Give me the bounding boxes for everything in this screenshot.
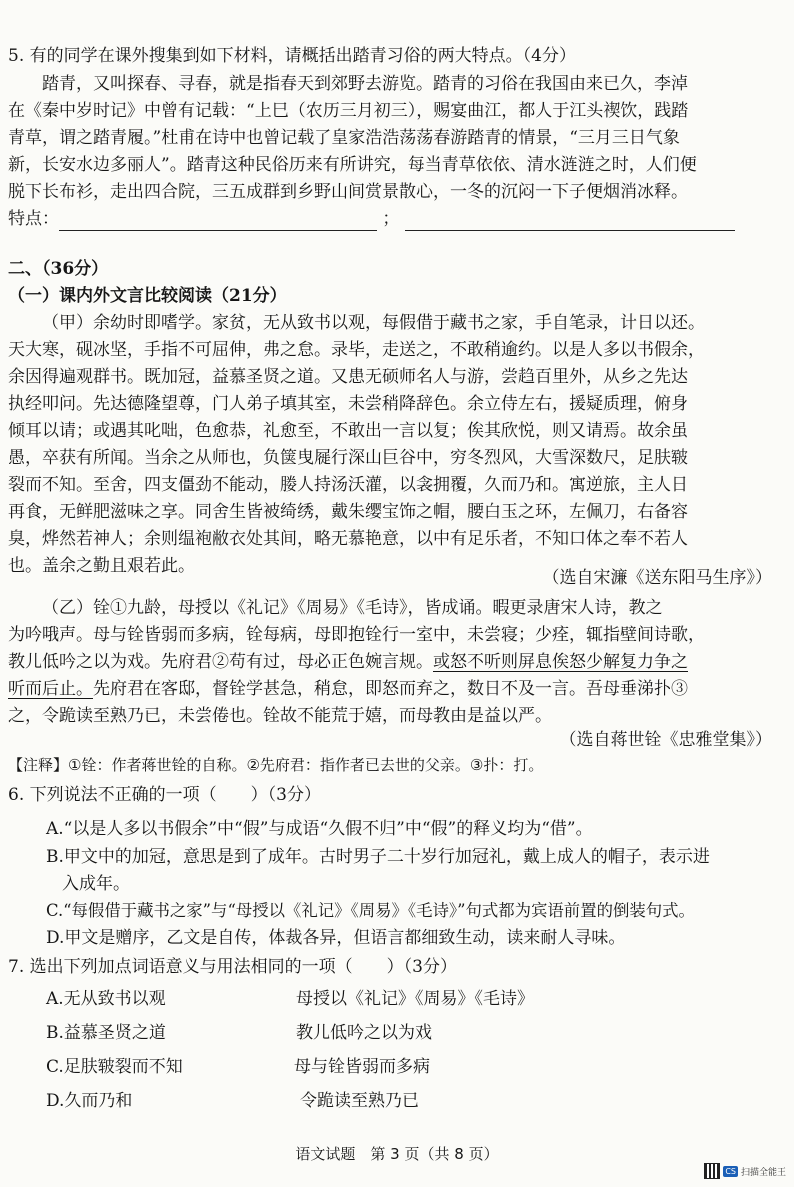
watermark-text: 扫描全能王	[740, 1167, 786, 1178]
passage-b-line: 为吟哦声。母与铨皆弱而多病，铨每病，母即抱铨行一室中，未尝寝；少痊，辄指壁间诗歌，	[8, 625, 705, 645]
passage-b-line: 之，令跪读至熟乃已，未尝倦也。铨故不能荒于嬉，而母教由是益以严。	[8, 706, 552, 726]
cs-logo-icon: CS	[725, 1166, 736, 1176]
q6-option-b-cont: 入成年。	[62, 874, 130, 894]
q6-title: 6. 下列说法不正确的一项（ ）（3分）	[8, 785, 321, 805]
scanner-watermark	[704, 1163, 786, 1179]
passage-a-line: 倾耳以请；或遇其叱咄，色愈恭，礼愈至，不敢出一言以复；俟其欣悦，则又请焉。故余虽	[8, 421, 688, 441]
passage-a-line: 裂而不知。至舍，四支僵劲不能动，媵人持汤沃灌，以衾拥覆，久而乃和。寓逆旅，主人日	[8, 475, 688, 495]
q5-text-line: 踏青，又叫探春、寻春，就是指春天到郊野去游览。踏青的习俗在我国由来已久，李淖	[42, 74, 688, 94]
underlined-sentence: 或怒不听则屏息俟怒少解复力争之	[433, 652, 688, 672]
annotation-notes: 【注释】①铨：作者蒋世铨的自称。②先府君：指作者已去世的父亲。③扑：打。	[8, 756, 544, 774]
q7-option-a-left: A.无从致书以观	[46, 989, 166, 1009]
passage-a-source: （选自宋濂《送东阳马生序》）	[542, 568, 772, 588]
q7-option-d-right: 令跪读至熟乃已	[300, 1091, 419, 1111]
section-title: 二、（36分）	[8, 259, 109, 279]
q7-option-d-left: D.久而乃和	[46, 1091, 133, 1111]
passage-a-line: 臭，烨然若神人；余则缊袍敝衣处其间，略无慕艳意，以中有足乐者，不知口体之奉不若人	[8, 529, 688, 549]
underlined-sentence: 听而后止。	[8, 679, 93, 699]
subsection-title: （一）课内外文言比较阅读（21分）	[8, 286, 287, 306]
answer-label: 特点：	[8, 209, 59, 229]
passage-a-line: 愚，卒获有所闻。当余之从师也，负箧曳屣行深山巨谷中，穷冬烈风，大雪深数尺，足肤皲	[8, 448, 688, 468]
passage-b-text: 先府君在客邸，督铨学甚急，稍怠，即怒而弃之，数日不及一言。吾母垂涕扑③	[93, 679, 688, 699]
q6-option-a: A.“以是人多以书假余”中“假”与成语“久假不归”中“假”的释义均为“借”。	[46, 819, 593, 839]
passage-b-line: （乙）铨①九龄，母授以《礼记》《周易》《毛诗》，皆成诵。暇更录唐宋人诗，教之	[42, 598, 663, 618]
passage-b-line	[8, 650, 774, 674]
passage-a-line: 执经叩问。先达德隆望尊，门人弟子填其室，未尝稍降辞色。余立侍左右，援疑质理，俯身	[8, 394, 688, 414]
q5-answer-row	[8, 207, 774, 231]
passage-a-line: （甲）余幼时即嗜学。家贫，无从致书以观，每假借于藏书之家，手自笔录，计日以还。	[42, 313, 705, 333]
answer-separator: ；	[382, 209, 400, 229]
q5-text-line: 新，长安水边多丽人”。踏青这种民俗历来有所讲究，每当青草依依、清水涟涟之时，人们便	[8, 155, 697, 175]
q7-option-c-right: 母与铨皆弱而多病	[294, 1057, 430, 1077]
answer-blank-1[interactable]	[59, 212, 377, 231]
passage-a-line: 天大寒，砚冰坚，手指不可屈伸，弗之怠。录毕，走送之，不敢稍逾约。以是人多以书假余，	[8, 340, 705, 360]
passage-b-line	[8, 677, 774, 701]
passage-a-line: 也。盖余之勤且艰若此。	[8, 556, 195, 576]
page-footer: 语文试题 第 3 页（共 8 页）	[295, 1145, 499, 1163]
q5-title: 5. 有的同学在课外搜集到如下材料，请概括出踏青习俗的两大特点。（4分）	[8, 46, 576, 66]
q6-option-c: C.“每假借于藏书之家”与“母授以《礼记》《周易》《毛诗》”句式都为宾语前置的倒装句式。	[46, 901, 695, 920]
passage-b-text: 教儿低吟之以为戏。先府君②苟有过，母必正色婉言规。	[8, 652, 433, 672]
q7-option-a-right: 母授以《礼记》《周易》《毛诗》	[296, 989, 534, 1009]
qr-code-icon	[704, 1163, 720, 1179]
passage-a-line: 余因得遍观群书。既加冠，益慕圣贤之道。又患无硕师名人与游，尝趋百里外，从乡之先达	[8, 367, 688, 387]
answer-blank-2[interactable]	[405, 212, 735, 231]
q6-option-d: D.甲文是赠序，乙文是自传，体裁各异，但语言都细致生动，读来耐人寻味。	[46, 928, 626, 948]
q7-option-b-right: 教儿低吟之以为戏	[296, 1023, 432, 1043]
passage-b-source: （选自蒋世铨《忠雅堂集》）	[559, 730, 772, 750]
q7-option-b-left: B.益慕圣贤之道	[46, 1023, 166, 1043]
q7-title: 7. 选出下列加点词语意义与用法相同的一项（ ）（3分）	[8, 957, 457, 977]
passage-a-line: 再食，无鲜肥滋味之享。同舍生皆被绮绣，戴朱缨宝饰之帽，腰白玉之环，左佩刀，右备容	[8, 502, 688, 522]
q5-text-line: 青草，谓之踏青履。”杜甫在诗中也曾记载了皇家浩浩荡荡春游踏青的情景，“三月三日气象	[8, 128, 680, 148]
q5-text-line: 脱下长布衫，走出四合院，三五成群到乡野山间赏景散心，一冬的沉闷一下子便烟消冰释。	[8, 182, 688, 202]
q6-option-b: B.甲文中的加冠，意思是到了成年。古时男子二十岁行加冠礼，戴上成人的帽子，表示进	[46, 847, 710, 867]
q5-text-line: 在《秦中岁时记》中曾有记载：“上巳（农历三月初三），赐宴曲江，都人于江头禊饮，践踏	[8, 101, 689, 121]
q7-option-c-left: C.足肤皲裂而不知	[46, 1057, 183, 1077]
